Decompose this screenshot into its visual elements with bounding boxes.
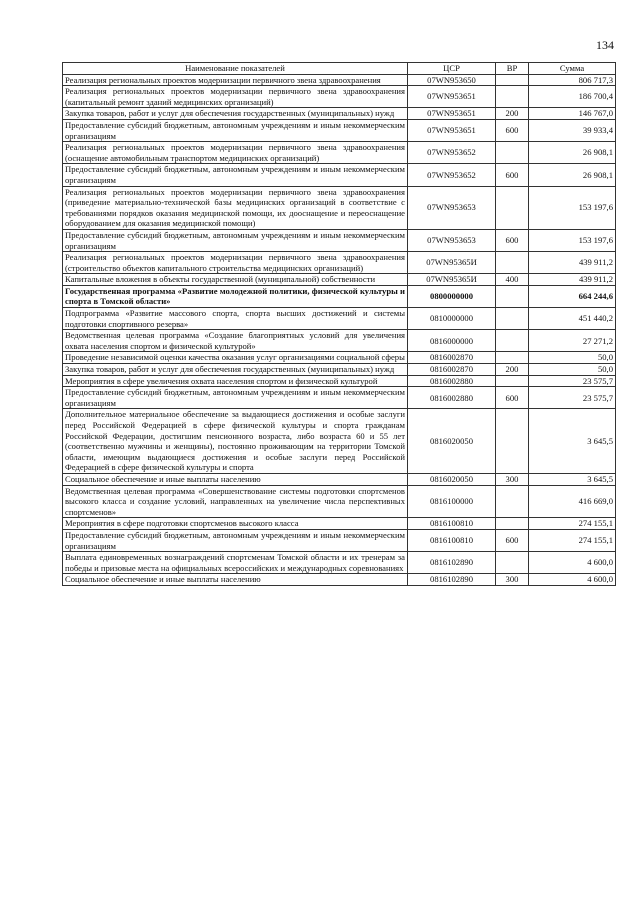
row-csr: 0800000000 — [408, 285, 496, 307]
row-vr — [496, 409, 529, 474]
row-sum: 664 244,6 — [529, 285, 616, 307]
row-name: Дополнительное материальное обеспечение за выдающиеся достижения и особые заслуги перед Российской Федерацией в сфере физической культуры и спорта гражданам Российской Федерации, достигшим пенсионного возраста, либо возраста 60 и 55 лет (соответственно мужчины и женщины), постоянно проживающим на территории Томской области, имеющим выдающиеся достижения и особые заслуги перед Российской Федерацией в сфере физической культуры и спорта — [63, 409, 408, 474]
table-row — [63, 518, 616, 530]
table-row — [63, 229, 616, 251]
row-csr: 0816002880 — [408, 387, 496, 409]
row-csr: 07WN953653 — [408, 229, 496, 251]
row-sum: 146 767,0 — [529, 108, 616, 120]
row-csr: 0816020050 — [408, 409, 496, 474]
row-name: Ведомственная целевая программа «Совершенствование системы подготовки спортсменов высокого класса и создание условий, направленных на увеличение числа перспективных спортсменов» — [63, 485, 408, 518]
row-name: Предоставление субсидий бюджетным, автономным учреждениям и иным некоммерческим организациям — [63, 387, 408, 409]
row-csr: 07WN953651 — [408, 86, 496, 108]
row-csr: 07WN953652 — [408, 142, 496, 164]
row-csr: 0816100810 — [408, 518, 496, 530]
table-row — [63, 485, 616, 518]
row-sum: 274 155,1 — [529, 529, 616, 551]
row-name: Реализация региональных проектов модернизации первичного звена здравоохранения (строительство объектов капитального строительства медицинских организаций) — [63, 252, 408, 274]
row-name: Мероприятия в сфере увеличения охвата населения спортом и физической культурой — [63, 375, 408, 387]
row-vr — [496, 375, 529, 387]
table-row — [63, 142, 616, 164]
row-sum: 26 908,1 — [529, 164, 616, 186]
table-row — [63, 186, 616, 229]
row-name: Капитальные вложения в объекты государственной (муниципальной) собственности — [63, 274, 408, 286]
row-vr: 400 — [496, 274, 529, 286]
row-name: Мероприятия в сфере подготовки спортсменов высокого класса — [63, 518, 408, 530]
row-sum: 153 197,6 — [529, 186, 616, 229]
row-csr: 07WN95365И — [408, 274, 496, 286]
row-sum: 3 645,5 — [529, 409, 616, 474]
row-vr: 600 — [496, 387, 529, 409]
row-sum: 186 700,4 — [529, 86, 616, 108]
row-csr: 0816002870 — [408, 352, 496, 364]
row-csr: 07WN953651 — [408, 108, 496, 120]
table-row — [63, 375, 616, 387]
row-name: Социальное обеспечение и иные выплаты населению — [63, 574, 408, 586]
row-vr: 600 — [496, 229, 529, 251]
row-vr: 600 — [496, 119, 529, 141]
row-sum: 50,0 — [529, 364, 616, 376]
row-csr: 0816002880 — [408, 375, 496, 387]
row-sum: 439 911,2 — [529, 252, 616, 274]
row-vr — [496, 86, 529, 108]
header-csr: ЦСР — [408, 63, 496, 75]
table-row — [63, 308, 616, 330]
row-sum: 27 271,2 — [529, 330, 616, 352]
table-header-row — [63, 63, 616, 75]
row-name: Ведомственная целевая программа «Создание благоприятных условий для увеличения охвата населения спортом и физической культурой» — [63, 330, 408, 352]
row-sum: 274 155,1 — [529, 518, 616, 530]
table-row — [63, 164, 616, 186]
row-name: Предоставление субсидий бюджетным, автономным учреждениям и иным некоммерческим организациям — [63, 164, 408, 186]
row-vr — [496, 518, 529, 530]
row-vr: 300 — [496, 473, 529, 485]
row-csr: 07WN953651 — [408, 119, 496, 141]
row-vr — [496, 485, 529, 518]
row-vr: 600 — [496, 529, 529, 551]
row-name: Реализация региональных проектов модернизации первичного звена здравоохранения (оснащение автомобильным транспортом медицинских организаций) — [63, 142, 408, 164]
page-number: 134 — [596, 38, 614, 52]
row-sum: 451 440,2 — [529, 308, 616, 330]
row-vr — [496, 186, 529, 229]
table-row — [63, 387, 616, 409]
row-name: Предоставление субсидий бюджетным, автономным учреждениям и иным некоммерческим организациям — [63, 529, 408, 551]
row-csr: 0810000000 — [408, 308, 496, 330]
table-row — [63, 529, 616, 551]
row-csr: 0816102890 — [408, 574, 496, 586]
row-vr — [496, 142, 529, 164]
row-vr — [496, 308, 529, 330]
row-sum: 23 575,7 — [529, 387, 616, 409]
row-vr — [496, 74, 529, 86]
row-name: Социальное обеспечение и иные выплаты населению — [63, 473, 408, 485]
row-csr: 0816002870 — [408, 364, 496, 376]
row-vr: 600 — [496, 164, 529, 186]
table-row — [63, 108, 616, 120]
row-vr: 300 — [496, 574, 529, 586]
table-row — [63, 409, 616, 474]
table-row — [63, 119, 616, 141]
row-sum: 4 600,0 — [529, 574, 616, 586]
row-sum: 26 908,1 — [529, 142, 616, 164]
row-name: Реализация региональных проектов модернизации первичного звена здравоохранения (приведение материально-технической базы медицинских организаций в соответствие с требованиями порядков оказания медицинской помощи, их дооснащение и переоснащение оборудованием для оказания медицинской помощи) — [63, 186, 408, 229]
row-name: Реализация региональных проектов модернизации первичного звена здравоохранения (капитальный ремонт зданий медицинских организаций) — [63, 86, 408, 108]
row-sum: 439 911,2 — [529, 274, 616, 286]
budget-table — [62, 62, 616, 586]
row-csr: 0816100000 — [408, 485, 496, 518]
row-vr — [496, 352, 529, 364]
row-csr: 0816100810 — [408, 529, 496, 551]
row-csr: 07WN95365И — [408, 252, 496, 274]
row-csr: 0816020050 — [408, 473, 496, 485]
header-vr: ВР — [496, 63, 529, 75]
table-row — [63, 285, 616, 307]
row-vr: 200 — [496, 108, 529, 120]
row-name: Закупка товаров, работ и услуг для обеспечения государственных (муниципальных) нужд — [63, 108, 408, 120]
row-name: Закупка товаров, работ и услуг для обеспечения государственных (муниципальных) нужд — [63, 364, 408, 376]
row-sum: 806 717,3 — [529, 74, 616, 86]
table-row — [63, 574, 616, 586]
row-sum: 39 933,4 — [529, 119, 616, 141]
row-name: Подпрограмма «Развитие массового спорта, спорта высших достижений и системы подготовки спортивного резерва» — [63, 308, 408, 330]
row-name: Предоставление субсидий бюджетным, автономным учреждениям и иным некоммерческим организациям — [63, 119, 408, 141]
row-vr — [496, 330, 529, 352]
row-csr: 0816000000 — [408, 330, 496, 352]
row-sum: 50,0 — [529, 352, 616, 364]
table-row — [63, 274, 616, 286]
header-name: Наименование показателей — [63, 63, 408, 75]
row-name: Реализация региональных проектов модернизации первичного звена здравоохранения — [63, 74, 408, 86]
row-vr — [496, 552, 529, 574]
row-vr: 200 — [496, 364, 529, 376]
row-name: Предоставление субсидий бюджетным, автономным учреждениям и иным некоммерческим организациям — [63, 229, 408, 251]
header-sum: Сумма — [529, 63, 616, 75]
row-vr — [496, 252, 529, 274]
row-csr: 07WN953652 — [408, 164, 496, 186]
row-csr: 0816102890 — [408, 552, 496, 574]
row-sum: 153 197,6 — [529, 229, 616, 251]
row-sum: 4 600,0 — [529, 552, 616, 574]
table-row — [63, 552, 616, 574]
table-row — [63, 364, 616, 376]
row-name: Проведение независимой оценки качества оказания услуг организациями социальной сферы — [63, 352, 408, 364]
row-name: Государственная программа «Развитие молодежной политики, физической культуры и спорта в Томской области» — [63, 285, 408, 307]
row-sum: 23 575,7 — [529, 375, 616, 387]
table-row — [63, 473, 616, 485]
table-row — [63, 330, 616, 352]
table-row — [63, 86, 616, 108]
row-sum: 416 669,0 — [529, 485, 616, 518]
row-sum: 3 645,5 — [529, 473, 616, 485]
table-row — [63, 74, 616, 86]
row-name: Выплата единовременных вознаграждений спортсменам Томской области и их тренерам за победы и призовые места на официальных всероссийских и международных соревнованиях — [63, 552, 408, 574]
table-row — [63, 252, 616, 274]
table-row — [63, 352, 616, 364]
row-csr: 07WN953650 — [408, 74, 496, 86]
row-csr: 07WN953653 — [408, 186, 496, 229]
row-vr — [496, 285, 529, 307]
